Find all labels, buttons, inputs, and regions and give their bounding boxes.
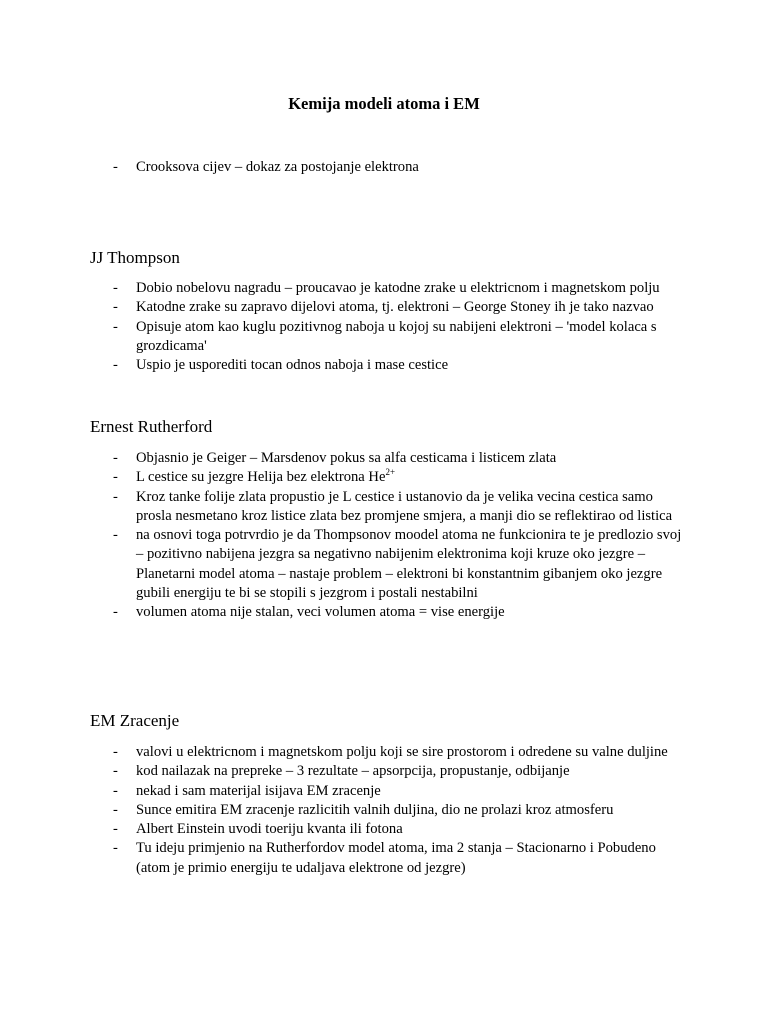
section-heading-thompson: JJ Thompson bbox=[90, 248, 180, 267]
list-item: - Dobio nobelovu nagradu – proucavao je katodne zrake u elektricnom i magnetskom polju bbox=[0, 279, 686, 298]
list-item: - valovi u elektricnom i magnetskom polju koji se sire prostorom i odredene su valne duljine bbox=[0, 743, 686, 762]
bullet-dash: - bbox=[113, 604, 118, 621]
list-item: - Kroz tanke folije zlata propustio je L cestice i ustanovio da je velika vecina cestica samo prosla nesmetano kroz listice zlata bez promjene smjera, a manji dio se reflektirao od listica bbox=[113, 488, 673, 524]
bullet-dash: - bbox=[113, 469, 118, 486]
bullet-dash: - bbox=[113, 821, 118, 838]
helium-charge-superscript: 2+ bbox=[385, 467, 396, 478]
bullet-dash: - bbox=[113, 450, 118, 466]
bullet-dash: - bbox=[113, 357, 118, 374]
list-item: - nekad i sam materijal isijava EM zracenje bbox=[0, 782, 686, 801]
bullet-dash: - bbox=[113, 318, 118, 335]
list-item: - Tu ideju primjenio na Rutherfordov model atoma, ima 2 stanja – Stacionarno i Pobudeno (atom je primio energiju te udaljava elektrone od jezgre) bbox=[113, 840, 656, 876]
bullet-dash: - bbox=[113, 488, 118, 505]
section-heading-em: EM Zracenje bbox=[90, 711, 180, 730]
bullet-dash: - bbox=[113, 801, 118, 818]
rutherford-list bbox=[0, 449, 768, 623]
list-item: - Opisuje atom kao kuglu pozitivnog naboja u kojoj su nabijeni elektroni – 'model kolaca s grozdicama' bbox=[113, 318, 657, 354]
list-item: - na osnovi toga potrvrdio je da Thompsonov moodel atoma ne funkcionira te je predlozio svoj – pozitivno nabijena jezgra sa negativno nabijenim elektronima koji kruze oko jezgre – Planetarni model atoma – nastaje problem – elektroni bi konstantnim gibanjem oko jezgre gubili energiju te bi se stopili s jezgrom i postali nestabilni bbox=[113, 527, 682, 602]
em-list bbox=[0, 743, 768, 878]
thompson-list bbox=[0, 279, 768, 375]
bullet-dash: - bbox=[113, 280, 118, 296]
document-title: Kemija modeli atoma i EM bbox=[288, 94, 480, 113]
bullet-dash: - bbox=[113, 744, 118, 760]
bullet-dash: - bbox=[113, 763, 118, 780]
section-heading-rutherford: Ernest Rutherford bbox=[90, 417, 213, 436]
bullet-dash: - bbox=[113, 299, 118, 316]
bullet-dash: - bbox=[113, 527, 118, 544]
list-item: - Crooksova cijev – dokaz za postojanje elektrona bbox=[0, 158, 686, 177]
bullet-dash: - bbox=[113, 159, 118, 175]
list-item: - kod nailazak na prepreke – 3 rezultate – apsorpcija, propustanje, odbijanje bbox=[0, 762, 686, 781]
list-item: - volumen atoma nije stalan, veci volumen atoma = vise energije bbox=[0, 603, 686, 622]
list-item: - Uspio je usporediti tocan odnos naboja i mase cestice bbox=[0, 356, 686, 375]
bullet-dash: - bbox=[113, 840, 118, 857]
list-item: - Sunce emitira EM zracenje razlicitih valnih duljina, dio ne prolazi kroz atmosferu bbox=[0, 801, 686, 820]
list-item: - Albert Einstein uvodi toeriju kvanta ili fotona bbox=[0, 820, 686, 839]
list-item: - Katodne zrake su zapravo dijelovi atoma, tj. elektroni – George Stoney ih je tako nazvao bbox=[0, 298, 686, 317]
list-item: - L cestice su jezgre Helija bez elektrona $He^{2+}$ bbox=[0, 468, 686, 487]
list-item: - Objasnio je Geiger – Marsdenov pokus sa alfa cesticama i listicem zlata bbox=[0, 449, 686, 468]
intro-list bbox=[0, 158, 768, 177]
bullet-dash: - bbox=[113, 782, 118, 799]
